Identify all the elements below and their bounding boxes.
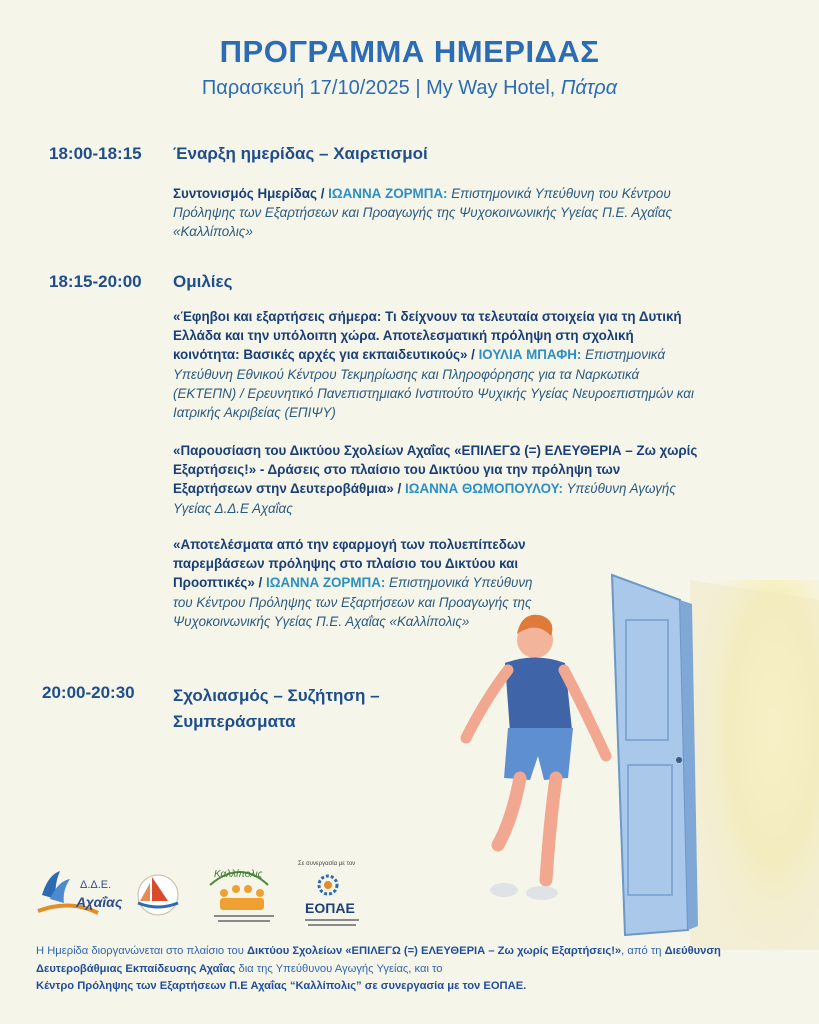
footer-text: δια της Υπεύθυνου Αγωγής Υγείας, και το	[235, 962, 443, 975]
epoae-logo-text: ΕΟΠΑΕ	[305, 900, 355, 916]
kallipolis-logo	[210, 868, 274, 922]
footer-text: , από τη	[621, 945, 665, 957]
partner-logos	[0, 855, 420, 935]
talk-1	[173, 307, 695, 422]
illustration-boy-door	[440, 560, 819, 950]
slot-title: Έναρξη ημερίδας – Χαιρετισμοί	[173, 144, 428, 163]
date-venue: Παρασκευή 17/10/2025 | My Way Hotel,	[201, 77, 561, 99]
epoae-logo	[298, 861, 359, 926]
slot-title: Σχολιασμός – Συζήτηση – Συμπεράσματα	[173, 686, 380, 731]
dde-logo-top: Δ.Δ.Ε.	[80, 879, 112, 891]
speaker-name: ΙΩΑΝΝΑ ΘΩΜΟΠΟΥΛΟΥ:	[404, 481, 564, 497]
door-panel	[612, 575, 688, 935]
speaker-desc: Επιστημονικά Υπεύθυνη του Κέντρου Πρόληψης των Εξαρτήσεων και Προαγωγής της Ψυχοκοινωνικής Υγείας Π.Ε. Αχαΐας «Καλλίπολις»	[173, 575, 533, 629]
boy-shorts	[504, 728, 573, 780]
sailboat-logo	[138, 875, 178, 915]
door-frame	[690, 580, 819, 950]
page-title: ΠΡΟΓΡΑΜΜΑ ΗΜΕΡΙΔΑΣ	[219, 34, 600, 69]
footer-directorate: Διεύθυνση Δευτεροβάθμιας Εκπαίδευσης Αχαΐας	[36, 945, 721, 975]
boy-leg-left	[498, 778, 520, 845]
speaker-desc: Υπεύθυνη Αγωγής Υγείας Δ.Δ.Ε Αχαΐας	[173, 481, 676, 516]
collab-note: Σε συνεργασία με τον	[298, 861, 356, 867]
boy-leg-right	[546, 778, 556, 880]
moderator-name: ΙΩΑΝΝΑ ΖΟΡΜΠΑ:	[328, 186, 448, 201]
speaker-name: ΙΟΥΛΙΑ ΜΠΑΦΗ:	[478, 347, 582, 363]
footer-network: Δικτύου Σχολείων «ΕΠΙΛΕΓΩ (=) ΕΛΕΥΘΕΡΙΑ – Ζω χωρίς Εξαρτήσεις!»	[246, 945, 622, 957]
footer-note	[36, 943, 796, 996]
talk-2	[173, 441, 698, 518]
footer-text: Η Ημερίδα διοργανώνεται στο πλαίσιο του	[36, 945, 247, 957]
kallipolis-logo-text: Καλλίπολις	[214, 869, 263, 880]
talk-title: «Έφηβοι και εξαρτήσεις σήμερα: Τι δείχνουν τα τελευταία στοιχεία για τη Δυτική Ελλάδα και την υπόλοιπη χώρα. Αποτελεσματική πρόληψη στη σχολική κοινότητα: Βασικές αρχές για εκπαιδευτικούς» /	[173, 309, 682, 363]
footer-center: Κέντρο Πρόληψης των Εξαρτήσεων Π.Ε Αχαΐας “Καλλίπολις” σε συνεργασία με τον ΕΟΠΑΕ.	[36, 980, 527, 992]
moderator-role: Συντονισμός Ημερίδας /	[173, 186, 329, 201]
slot-time: 18:00-18:15	[49, 144, 142, 163]
slot-title: Ομιλίες	[173, 272, 233, 291]
boy-arm-left	[466, 670, 508, 738]
door-knob	[676, 757, 682, 763]
dde-logo	[38, 871, 123, 913]
speaker-desc: Επιστημονικά Υπεύθυνη Εθνικού Κέντρου Τεκμηρίωσης και Πληροφόρησης για τα Ναρκωτικά (ΕΚΤΕΠΝ) / Ερευνητικό Πανεπιστημιακό Ινστιτούτο Ψυχικής Υγείας Νευροεπιστημών και Ιατρικής Ακριβείας (ΕΠΙΨΥ)	[173, 347, 694, 421]
boy-shoe	[490, 883, 518, 897]
dde-logo-bottom: Αχαΐας	[76, 894, 123, 910]
slot-time: 20:00-20:30	[42, 683, 135, 702]
talk-title: «Παρουσίαση του Δικτύου Σχολείων Αχαΐας «ΕΠΙΛΕΓΩ (=) ΕΛΕΥΘΕΡΙΑ – Ζω χωρίς Εξαρτήσεις!» - Δράσεις στο πλαίσιο του Δικτύου για την πρόληψη των Εξαρτήσεων στην Δευτεροβάθμια» /	[173, 443, 698, 497]
speaker-name: ΙΩΑΝΝΑ ΖΟΡΜΠΑ:	[265, 575, 386, 591]
slot-time: 18:15-20:00	[49, 272, 142, 291]
city: Πάτρα	[560, 77, 618, 99]
moderator-desc: Επιστημονικά Υπεύθυνη του Κέντρου Πρόληψης των Εξαρτήσεων και Προαγωγής της Ψυχοκοινωνικής Υγείας Π.Ε. Αχαΐας «Καλλίπολις»	[173, 186, 672, 240]
page-subtitle	[0, 77, 819, 100]
boy-shoe	[526, 886, 558, 900]
talk-title: «Αποτελέσματα από την εφαρμογή των πολυεπίπεδων παρεμβάσεων πρόληψης στο πλαίσιο του Δικτύου και Προοπτικές» /	[173, 537, 526, 591]
moderator-block	[173, 184, 693, 242]
